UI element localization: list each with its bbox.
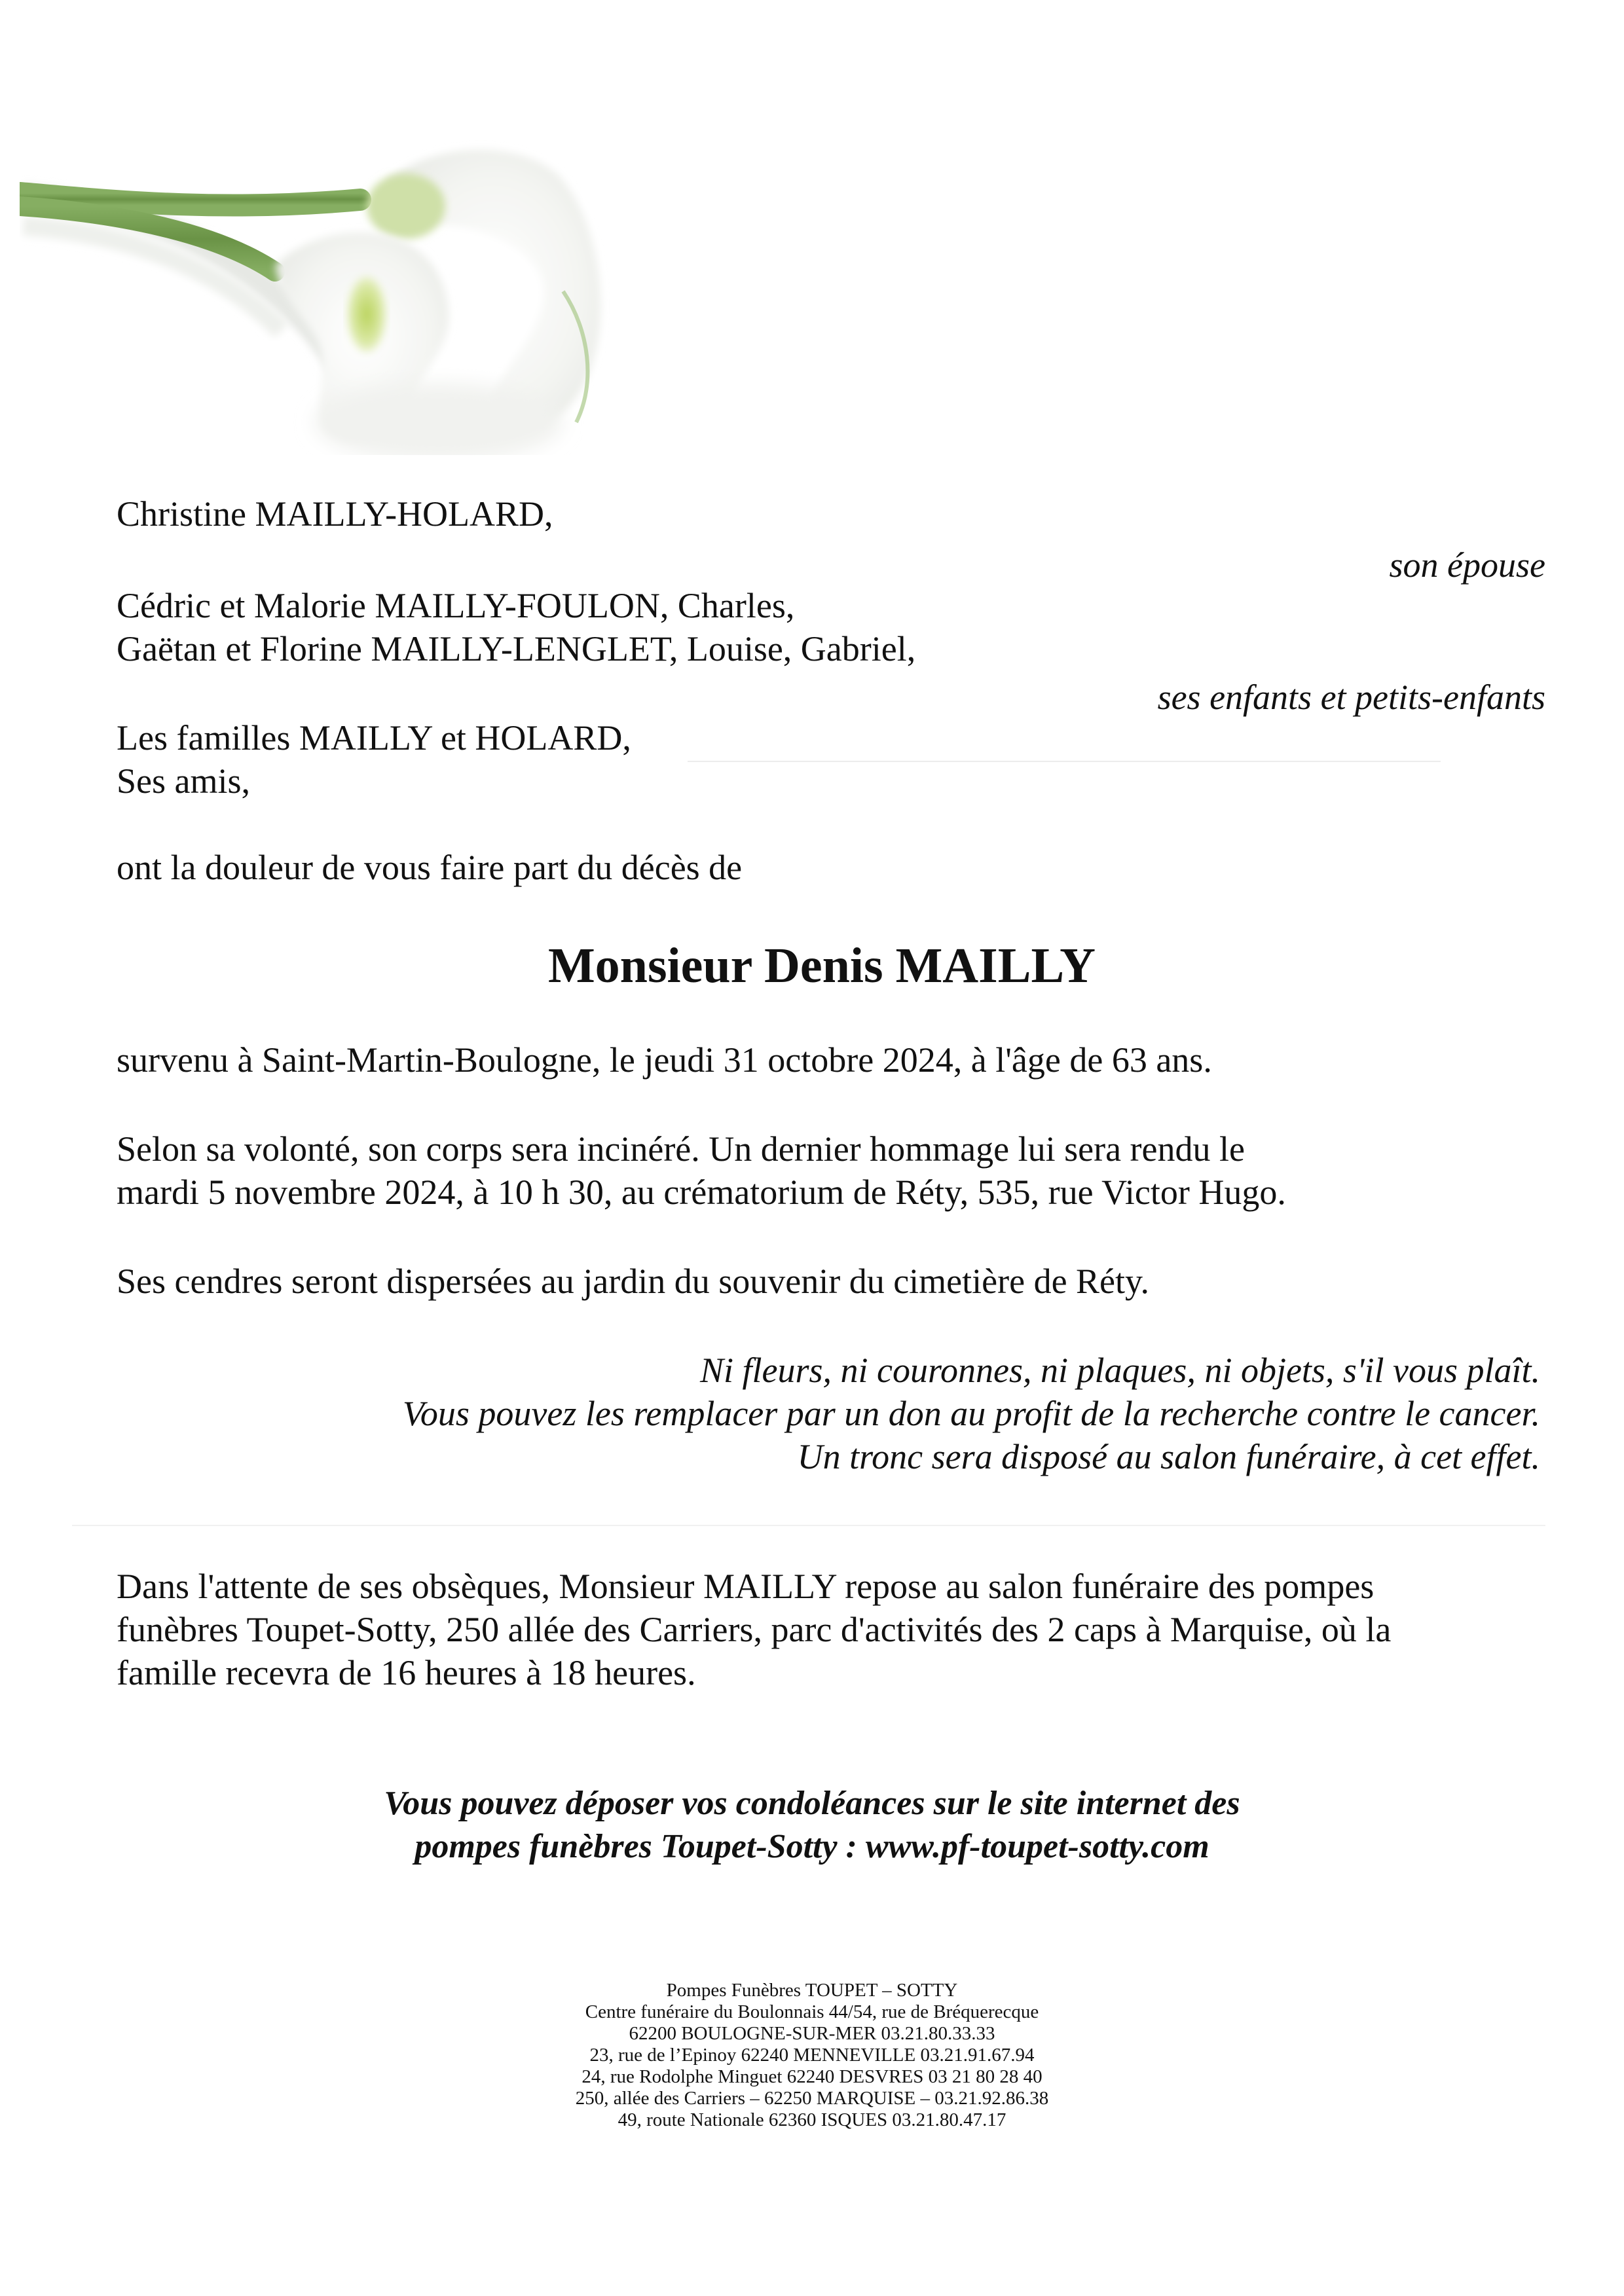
- children-label: ses enfants et petits-enfants: [1157, 678, 1545, 717]
- friends-line: Ses amis,: [117, 761, 251, 801]
- divider-line: [72, 1525, 1545, 1526]
- death-details: survenu à Saint-Martin-Boulogne, le jeudi 31 octobre 2024, à l'âge de 63 ans.: [117, 1040, 1212, 1080]
- footer-address: 23, rue de l’Epinoy 62240 MENNEVILLE 03.21.91.67.94: [589, 2045, 1035, 2066]
- children-line: Gaëtan et Florine MAILLY-LENGLET, Louise, Gabriel,: [117, 629, 916, 668]
- condolences-line: Vous pouvez déposer vos condoléances sur le site internet des: [384, 1785, 1240, 1822]
- wishes-line: Un tronc sera disposé au salon funéraire, à cet effet.: [797, 1437, 1540, 1476]
- ceremony-line: Selon sa volonté, son corps sera incinéré. Un dernier hommage lui sera rendu le: [117, 1129, 1245, 1169]
- footer-address: 62200 BOULOGNE-SUR-MER 03.21.80.33.33: [629, 2023, 995, 2044]
- footer-address: 250, allée des Carriers – 62250 MARQUISE – 03.21.92.86.38: [575, 2088, 1049, 2109]
- announcement-text: ont la douleur de vous faire part du décès de: [117, 848, 743, 887]
- condolences-link[interactable]: pompes funèbres Toupet-Sotty : www.pf-toupet-sotty.com: [415, 1828, 1209, 1865]
- wishes-line: Vous pouvez les remplacer par un don au profit de la recherche contre le cancer.: [402, 1394, 1540, 1433]
- ceremony-line: mardi 5 novembre 2024, à 10 h 30, au crématorium de Réty, 535, rue Victor Hugo.: [117, 1173, 1286, 1212]
- wishes-line: Ni fleurs, ni couronnes, ni plaques, ni objets, s'il vous plaît.: [699, 1351, 1540, 1390]
- footer-address: 24, rue Rodolphe Minguet 62240 DESVRES 03 21 80 28 40: [581, 2066, 1043, 2087]
- footer-company: Pompes Funèbres TOUPET – SOTTY: [666, 1980, 958, 2001]
- visitation-line: funèbres Toupet-Sotty, 250 allée des Carriers, parc d'activités des 2 caps à Marquise, où la: [117, 1610, 1392, 1649]
- visitation-line: Dans l'attente de ses obsèques, Monsieur MAILLY repose au salon funéraire des pompes: [117, 1567, 1375, 1606]
- children-line: Cédric et Malorie MAILLY-FOULON, Charles,: [117, 586, 795, 625]
- footer-address: 49, route Nationale 62360 ISQUES 03.21.80.47.17: [618, 2109, 1006, 2130]
- calla-lily-image: [20, 134, 629, 455]
- spouse-name: Christine MAILLY-HOLARD,: [117, 494, 553, 534]
- ashes-line: Ses cendres seront dispersées au jardin du souvenir du cimetière de Réty.: [117, 1262, 1150, 1301]
- deceased-name: Monsieur Denis MAILLY: [547, 938, 1096, 993]
- footer-address: Centre funéraire du Boulonnais 44/54, rue de Bréquerecque: [585, 2001, 1039, 2022]
- spouse-label: son épouse: [1389, 545, 1545, 585]
- families-line: Les familles MAILLY et HOLARD,: [117, 718, 631, 757]
- visitation-line: famille recevra de 16 heures à 18 heures.: [117, 1653, 696, 1692]
- divider-line: [688, 761, 1441, 762]
